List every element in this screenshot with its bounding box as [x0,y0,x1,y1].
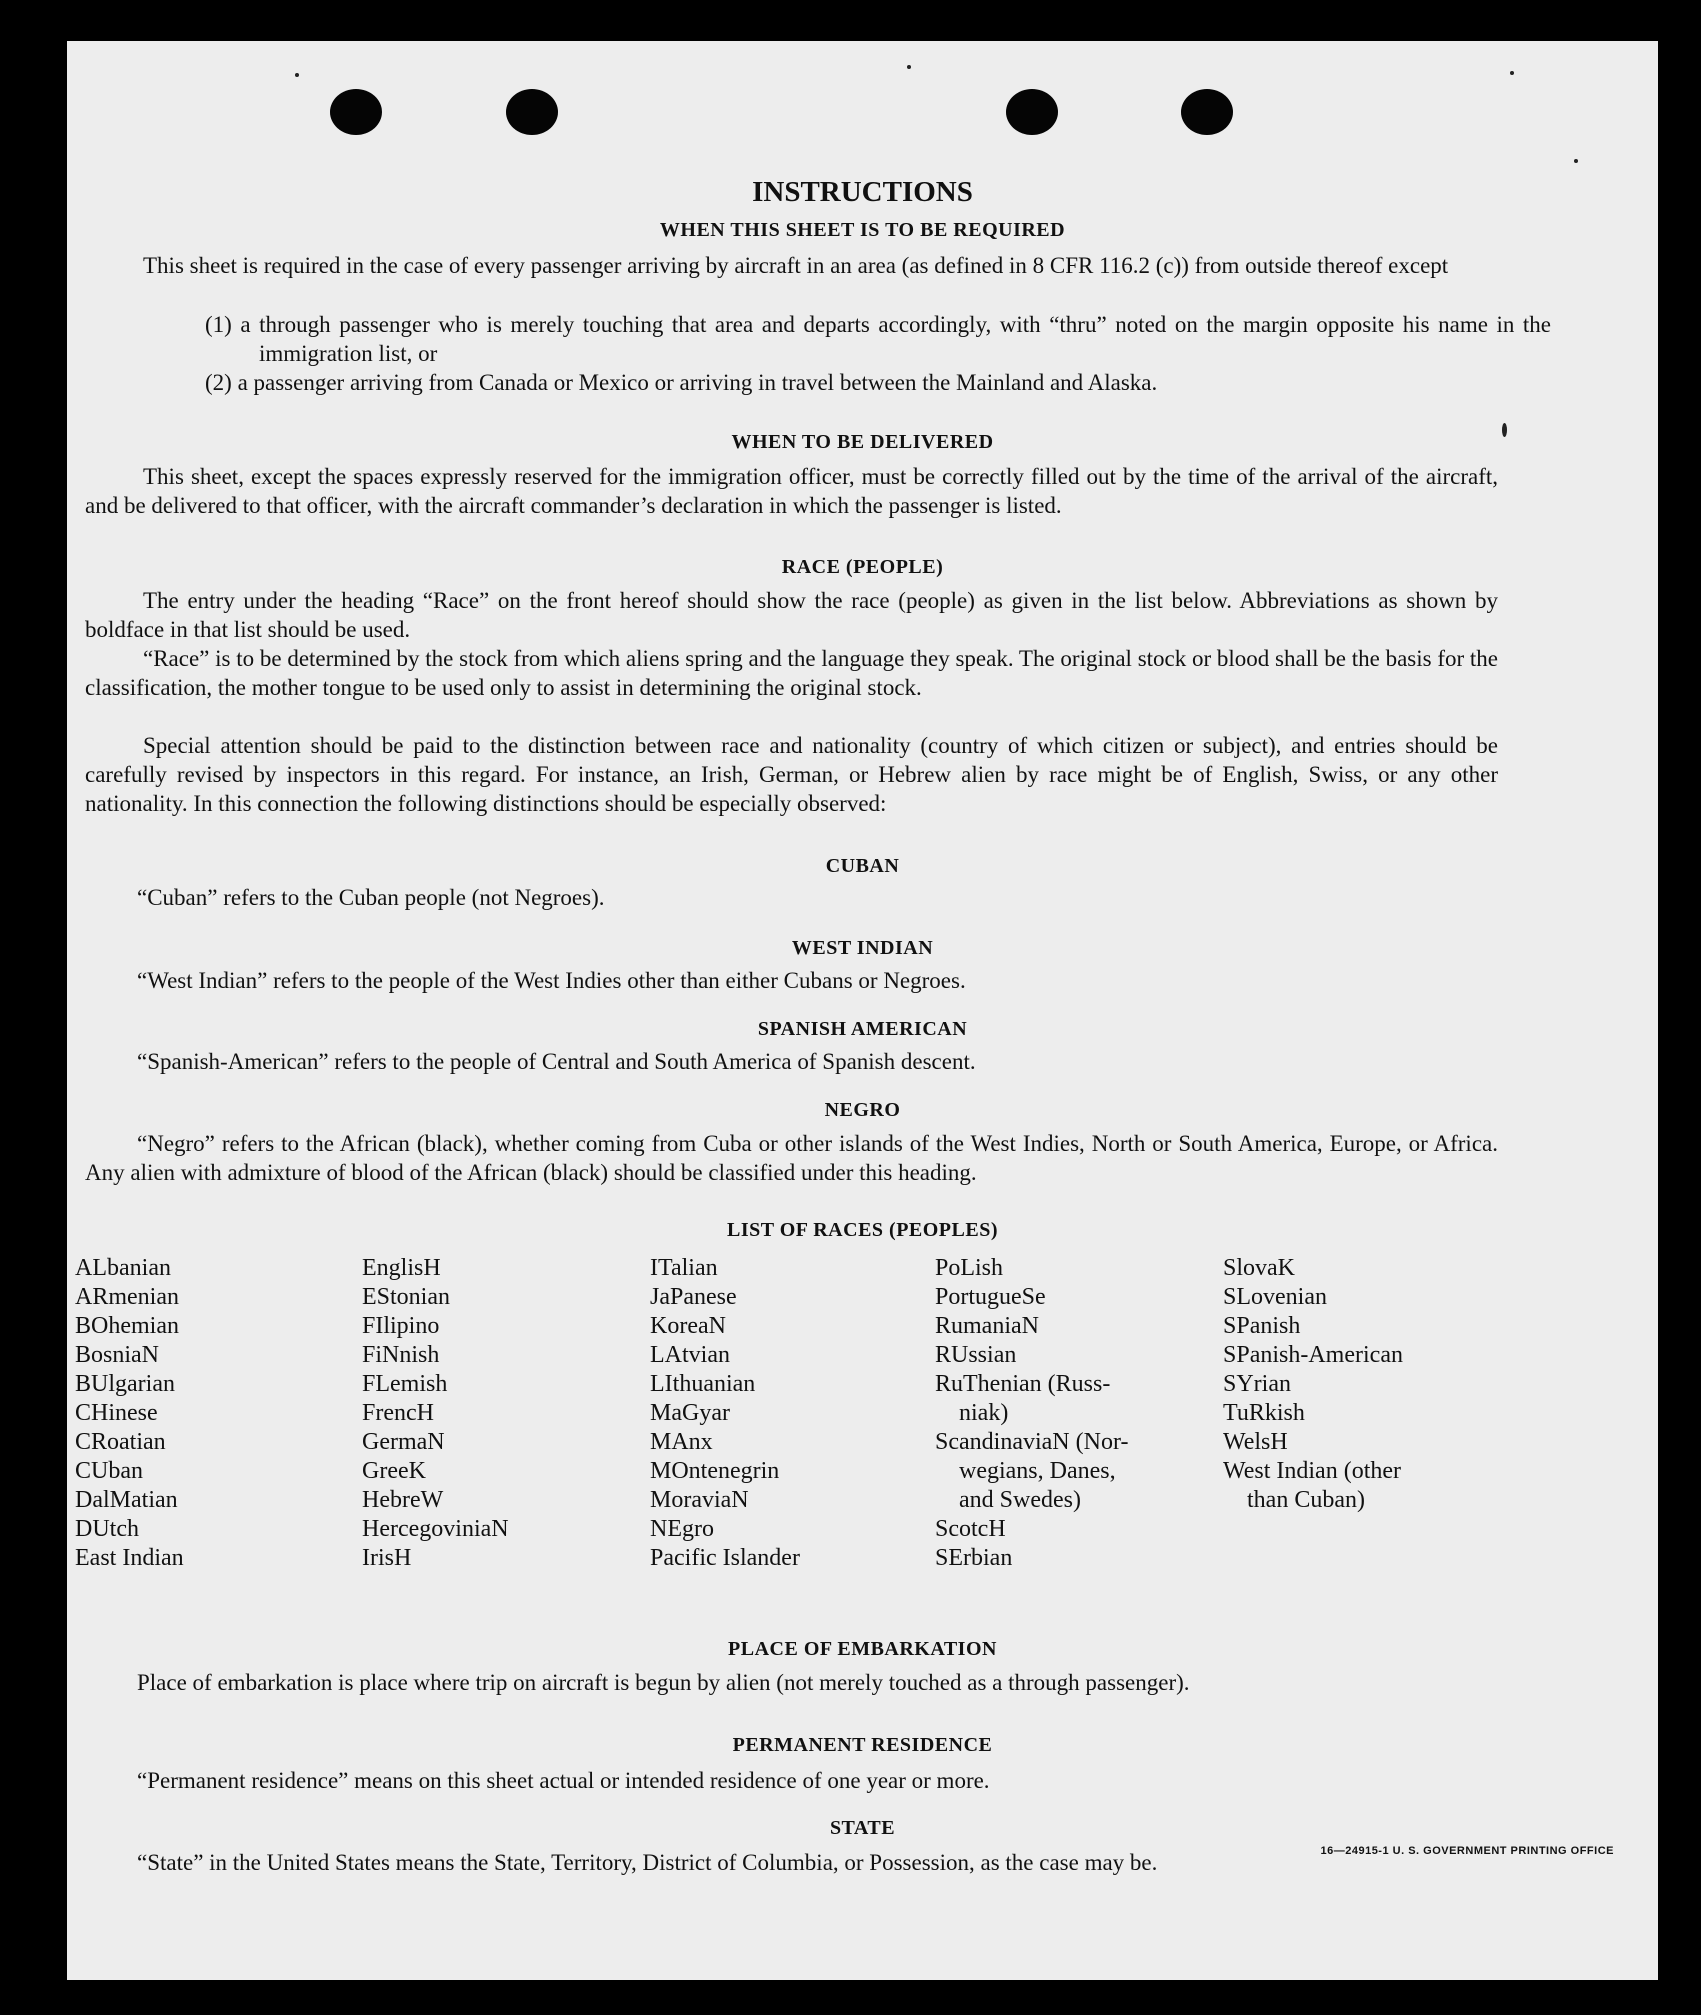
race-entry: DUtch [75,1516,139,1542]
race-entry: MaGyar [650,1400,730,1426]
race-entry: NEgro [650,1516,714,1542]
race-entry: LIthuanian [650,1371,756,1397]
race-entry: BOhemian [75,1313,179,1339]
race-entry: MoraviaN [650,1487,749,1513]
heading-race: RACE (PEOPLE) [781,556,944,578]
when-delivered-text: This sheet, except the spaces expressly reserved for the immigration officer, must be correctly filled out by the time of the arrival of the aircraft, and be delivered to that officer, with the aircraft commander’s declaration in which the passenger is listed. [85,464,1498,518]
race-entry: ARmenian [75,1284,179,1310]
race-entry: GermaN [362,1429,445,1455]
races-column-4 [935,1254,1128,1573]
race-entry: JaPanese [650,1284,737,1310]
races-column-1 [75,1254,184,1573]
race-entry: CRoatian [75,1429,166,1455]
race-paragraph-2: “Race” is to be determined by the stock from which aliens spring and the language they speak. The original stock or blood shall be the basis for the classification, the mother tongue to be used only to assist in determining the original stock. [85,646,1498,700]
race-entry: ScotcH [935,1516,1006,1542]
race-entry: Pacific Islander [650,1545,800,1571]
race-entry: HercegoviniaN [362,1516,509,1542]
heading-negro: NEGRO [824,1099,901,1121]
race-entry: MOntenegrin [650,1458,780,1484]
race-entry: SlovaK [1223,1255,1295,1281]
race-entry: SPanish-American [1223,1342,1403,1368]
race-entry: SErbian [935,1545,1013,1571]
race-entry: FiNnish [362,1342,440,1368]
race-entry: RUssian [935,1342,1017,1368]
when-required-intro: This sheet is required in the case of every passenger arriving by aircraft in an area (as defined in 8 CFR 116.2 (c)) from outside thereof except [143,253,1449,278]
race-entry: BosniaN [75,1342,159,1368]
document-sheet [67,41,1658,1980]
permanent-residence-text: “Permanent residence” means on this sheet actual or intended residence of one year or more. [137,1768,990,1793]
race-entry: HebreW [362,1487,444,1513]
races-column-2 [362,1254,509,1573]
spanish-american-text: “Spanish-American” refers to the people of Central and South America of Spanish descent. [137,1049,976,1074]
race-paragraph-3: Special attention should be paid to the distinction between race and nationality (country of which citizen or subject), and entries should be carefully revised by inspectors in this regard. For instance, an Irish, German, or Hebrew alien by race might be of English, Swiss, or any other nationality. In this connection the following distinctions should be especially observed: [85,733,1498,816]
when-required-item-1: (1) a through passenger who is merely touching that area and departs accordingly, with “thru” noted on the margin opposite his name in the immigration list, or [205,312,1551,366]
race-entry: BUlgarian [75,1371,175,1397]
race-entry: than Cuban) [1247,1487,1365,1513]
race-entry: IrisH [362,1545,412,1571]
race-entry: ALbanian [75,1255,171,1281]
race-entry: ScandinaviaN (Nor- [935,1429,1129,1455]
race-entry: SLovenian [1223,1284,1327,1310]
instructions-content [67,41,1658,1980]
race-entry: FIlipino [362,1313,440,1339]
race-entry: CHinese [75,1400,158,1426]
embarkation-text: Place of embarkation is place where trip on aircraft is begun by alien (not merely touched as a through passenger). [137,1670,1190,1695]
race-entry: WelsH [1223,1429,1288,1455]
race-entry: RuThenian (Russ- [935,1371,1111,1397]
race-entry: SYrian [1223,1371,1291,1397]
heading-permanent-residence: PERMANENT RESIDENCE [732,1734,993,1756]
heading-embarkation: PLACE OF EMBARKATION [728,1638,997,1660]
race-entry: PoLish [935,1255,1004,1281]
west-indian-text: “West Indian” refers to the people of the West Indies other than either Cubans or Negroes. [137,968,966,993]
race-entry: RumaniaN [935,1313,1039,1339]
race-entry: ITalian [650,1255,718,1281]
race-entry: FrencH [362,1400,434,1426]
race-entry: LAtvian [650,1342,730,1368]
heading-when-required: WHEN THIS SHEET IS TO BE REQUIRED [659,219,1066,241]
race-entry: CUban [75,1458,143,1484]
race-entry: TuRkish [1223,1400,1305,1426]
cuban-text: “Cuban” refers to the Cuban people (not Negroes). [137,885,605,910]
state-text: “State” in the United States means the State, Territory, District of Columbia, or Possession, as the case may be. [137,1850,1158,1875]
race-entry: GreeK [362,1458,426,1484]
heading-when-delivered: WHEN TO BE DELIVERED [731,431,994,453]
race-entry: niak) [959,1400,1009,1426]
race-entry: West Indian (other [1223,1458,1402,1484]
race-entry: FLemish [362,1371,448,1397]
heading-state: STATE [829,1817,896,1839]
race-entry: wegians, Danes, [959,1458,1116,1484]
race-entry: East Indian [75,1545,184,1571]
race-entry: EStonian [362,1284,450,1310]
race-entry: SPanish [1223,1313,1301,1339]
negro-text: “Negro” refers to the African (black), whether coming from Cuba or other islands of the West Indies, North or South America, Europe, or Africa. Any alien with admixture of blood of the African (black) should be classified under this heading. [85,1131,1498,1185]
heading-cuban: CUBAN [825,855,900,877]
page-title: INSTRUCTIONS [752,176,973,208]
races-column-5 [1223,1254,1403,1515]
race-entry: EnglisH [362,1255,441,1281]
race-entry: KoreaN [650,1313,726,1339]
race-entry: MAnx [650,1429,713,1455]
race-entry: PortugueSe [935,1284,1046,1310]
heading-list-of-races: LIST OF RACES (PEOPLES) [726,1219,998,1241]
race-entry: and Swedes) [959,1487,1081,1513]
heading-spanish-american: SPANISH AMERICAN [757,1018,968,1040]
printing-office-footer: 16—24915-1 U. S. GOVERNMENT PRINTING OFFICE [1320,1845,1614,1857]
heading-west-indian: WEST INDIAN [791,937,934,959]
when-required-item-2: (2) a passenger arriving from Canada or Mexico or arriving in travel between the Mainland and Alaska. [205,370,1158,395]
races-column-3 [650,1254,800,1573]
race-paragraph-1: The entry under the heading “Race” on the front hereof should show the race (people) as given in the list below. Abbreviations as shown by boldface in that list should be used. [85,588,1498,642]
race-entry: DalMatian [75,1487,178,1513]
